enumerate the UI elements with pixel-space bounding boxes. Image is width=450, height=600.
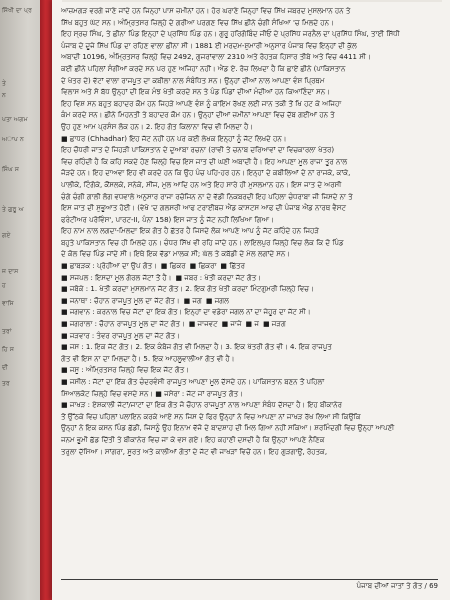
- text-line: ਵਿਲਾਸ ਅਤੇ ਸੋ ਬੱਧ ਉਨ੍ਹਾਂ ਦੀ ਇਕ ਮੰਝ ਖੇਤੀ ਕਰਦੇ ਸਨ ਤੇ ਪੰਡ ਪਿੰਡਾਂ ਦੀਆਂ ਮੰਦੀਆਂ ਹਨ ਕਿਆਣਿੰਦਾ ਸਨ।: [61, 88, 330, 97]
- gotra-entry: ■ ਜਗਰਾਲਾ : ਚੌਹਾਨ ਰਾਜਪੂਤ ਮੂਲ ਦਾ ਜੱਟ ਗੋਤ।: [61, 320, 185, 329]
- text-line: ■ ਜਸੀਲ : ਜੱਟਾਂ ਦਾ ਇੱਕ ਗੋਤ ਚੰਦਰਵੰਸੀ ਰਾਜਪੂਤ ਆਪਣਾ ਮੂਲ ਦੱਸਦੇ ਹਨ। ਪਾਕਿਸਤਾਨ ਬਣਨ ਤੋਂ ਪਹਿਲਾਂ: [61, 378, 325, 386]
- previous-page-fragment: ਤੇ ਗੁਰੂ ਅ: [2, 206, 24, 213]
- gotra-entry: ■ ਜ: [245, 320, 259, 329]
- gotra-entry: ■ ਛਾਬੜਕ : ਪ੍ਰੋਹੀਆ ਦਾ ਉਪ ਗੋਤ।: [61, 262, 157, 271]
- page-top-edge: [62, 0, 442, 2]
- gotra-entry: ■ ਛਿੱਤਰ: [220, 262, 245, 271]
- text-line: ਉਨ੍ਹਾਂ ਨੇ ਇਕ ਕਸਨ ਪਿੰਡ ਛੱਡੀ, ਜਿਸਨੂੰ ਉਹ ਇਨਾਮ ਵੱਜੋ ਦੇ ਬਾਦਸ਼ਾਹ ਦੀ ਮਿਲ ਗਿਆ ਨਹੀਂ ਸਕਿਆ। ਸ਼ਰਮਿੰਦਗੀ ਵਿਚ ਉਨ੍ਹਾਂ ਆਪਣੀ: [61, 424, 395, 433]
- gotra-row: [61, 296, 435, 308]
- text-line: ਕਈ ਛੀਨੇ ਪਹਿਲਾਂ ਸੰਗੀਆਂ ਕਰਦੇ ਸਨ ਪਰ ਹੁਣ ਅਜਿਹਾ ਨਹੀਂ। ਐਂਡ ਏ. ਰੋਜ਼ ਲਿਖਦਾ ਹੈ ਕਿ ਛਾਏਂ ਛੀਨੇ (ਪਾਕਿਸਤਾਨ: [61, 64, 346, 73]
- gotra-row: [61, 284, 435, 296]
- text-line: ਤੋਂ ਉੱਠਕੇ ਵਿਚ ਪਹਿਲਾਂ ਪਲਾਇਨ ਕਰਕੇ ਆਏ ਸਨ ਜਿਸ ਦੇ ਫਿਰ ਉਨ੍ਹਾਂ ਨੇ ਵਿਚ ਆਪਣਾ ਨਾਂ ਜਾਖੜ ਰੱਖ ਲਿਆ ਸੀ ਕਿਉਂਕਿ: [61, 412, 361, 421]
- previous-page-fragment: ਜ ਦਾਸ: [2, 268, 19, 275]
- gotra-entry: ■ ਜੜਗ: [262, 320, 286, 329]
- gotra-row: [61, 273, 435, 285]
- text-line: ਆਜ਼ਮਗੜ ਵਰਗੇ ਜਾਣੇ ਜਾਂਦੇ ਹਨ ਜਿਨ੍ਹਾਂ ਪਾਸ ਜ਼ਮੀਨਾਂ ਹਨ। ਹੋਰ ਘਰਾਣੇ ਜਿਨ੍ਹਾਂ ਵਿਚ ਸਿੱਖ ਜਬਰਦ ਮੁਸਲਮਾਨ ਹਨ ਤੇ: [61, 7, 351, 15]
- text-line: ਉਹ ਹੁਣ ਆਮ ਪ੍ਰਸੰਸ ਲੋਕ ਹਨ। 2. ਇਹ ਗੋਤ ਕਿਲਾਨਾ ਵਿਚ ਵੀ ਮਿਲਦਾ ਹੈ।: [61, 122, 254, 131]
- previous-page-fragment: ਤਰ: [2, 380, 10, 387]
- previous-page-fragment: ਪਤਾ ਅਗਮ: [2, 116, 28, 123]
- text-line: ਅਬਾਦੀ 10196, ਅੰਮ੍ਰਿਤਸਰ ਜ਼ਿਲ੍ਹੇ ਵਿਚ 2492, ਗੁਜਰਾਂਵਾਲਾ 2310 ਅਤੇ ਰੋਹਤਕ ਹਿਸਾਰ ਤੀਬੇ ਅਤੇ ਵਿਚ 4411 ਸੀ।: [61, 53, 371, 62]
- gotra-row: [61, 331, 435, 343]
- gotra-entry: ■ ਸਜਪਲ : ਇਸਦਾ ਮੂਲ ਗੋਰਲ ਜੱਟਾਂ ਤੋਂ ਹੈ।: [61, 273, 172, 282]
- text-line: ਪਾਲੀਕੇ, ਟਿੰਗੋਕੇ, ਕੌਂਸਲਕੇ, ਸਨੇਕੇ, ਸੀਂਜ, ਮੁਲ ਆਦਿ ਹਨ ਅਤੇ ਇਹ ਸਾਰੇ ਹੀ ਮੁਸਲਮਾਨ ਹਨ। ਇਸ ਜਾਤ ਦੇ ਅਰਸੀ: [61, 180, 342, 189]
- previous-page-fragment: ਵਾਸਿ: [2, 300, 14, 307]
- text-line: ਇਸ ਜਾਤ ਦੀ ਸੁਭੂਆਤ ਹੋਈ। (ਵੇਖੋ 'ਦ ਗਲਸਰੀ ਆਫ ਟਰਾਈਬਜ਼ ਐਂਡ ਕਾਸਟਸ ਆਫ ਦੀ ਪੰਜਾਬ ਐਂਡ ਨਾਰਥ ਵੈਸਟ: [61, 204, 346, 213]
- text-line: ਸਿੱਖ ਬਹੁਤ ਘੱਟ ਸਨ। ਅੰਮ੍ਰਿਤਸਰ ਜ਼ਿਲ੍ਹੇ ਦੇ ਗਰੀਆ ਪਰਗਣ ਵਿਚ ਸਿੱਖ ਛੀਨੇ ਚੰਗੀ ਸੰਖਿਆ 'ਚ ਮਿਲਦੇ ਹਨ।: [61, 18, 334, 27]
- text-line: ਸਿਆਲਕੋਟ ਜ਼ਿਲ੍ਹੇ ਵਿਚ ਵਸਦੇ ਸਨ। ■ ਜਸੇਰਾ : ਜੱਟ ਜਾਂ ਰਾਜਪੂਤ ਗੋਤ।: [61, 389, 243, 398]
- page-body-text: [61, 6, 435, 458]
- gotra-entry: ■ ਜੜਵਾਰ : ਤੰਵਰ ਰਾਜਪੂਤ ਮੂਲ ਦਾ ਜੱਟ ਗੋਤ।: [61, 331, 180, 340]
- text-line: ਦੇ ਖੇਤਰ ਦੇ) ਵੱਟਾਂ ਵਾਲਾ ਰਾਜਪੂਤ ਦਾ ਕਬੀਲਾ ਨਾਲ ਸੰਬੰਧਿਤ ਸਨ। ਉਨ੍ਹਾਂ ਦੀਆਂ ਨਾਲ ਆਪਣਾ ਵੰਸ਼ ਪ੍ਰਿਥਮ: [61, 76, 325, 85]
- text-line: ਪੰਜਾਬ ਦੇ ਦੂਜੇ ਸਿੱਖ ਪਿੰਡ ਦਾ ਰਹਿਣ ਵਾਲਾ ਛੀਨਾ ਸੀ। 1881 ਈ ਮਰਦਮ-ਸ਼ੁਮਾਰੀ ਅਨੁਸਾਰ ਪੰਜਾਬ ਵਿਚ ਇਨ੍ਹਾਂ ਦੀ ਕੁੱਲ: [61, 41, 357, 50]
- text-line: ■ ਜਸੂ : ਅੰਮ੍ਰਿਤਸਰ ਜ਼ਿਲ੍ਹੇ ਵਿਚ ਇਕ ਜੱਟ ਗੋਤ।: [61, 366, 189, 375]
- text-line: ਇਹ ਵਿਸ਼ ਸਨ ਬਹੁਤ ਬਹਾਦਰ ਕੌਮ ਹਨ ਜਿਹੜੇ ਆਪਣੇ ਵੰਸ਼ ਨੂੰ ਕਾਇਮ ਰੱਖਣ ਲਈ ਜਾਨ ਤਕੀ ਤੋਂ ਖਿ ਹਟ ਕੇ ਅਜਿਹਾ: [61, 99, 342, 108]
- previous-page-edge: [0, 0, 40, 600]
- gotra-entry: ■ ਜਗਲ: [205, 296, 229, 305]
- text-line: ਦੇ ਕੋਲ ਵਿਚ ਪਿੰਡ ਜਾਂਦੇ ਸੀ। ਇਥੇ ਇਕ ਵੱਡਾ ਮਾਲਕ ਸੀ; ਘੱਲ ਤੇ ਕਬੱਡੀ ਦੇ ਮੇਲ ਲਗਾਂਦੇ ਸਨ।: [61, 250, 291, 259]
- previous-page-fragment: ਗਏ: [2, 232, 11, 239]
- text-line: ਫਰੰਟੀਅਰ ਪਰੋਵਿੰਸ', ਪਾਰਟ-II, ਪੰਨਾ 158) ਇਸ ਜਾਤ ਨੂੰ ਜੱਟ ਨਹੀਂ ਲਿਖਿਆ ਗਿਆ।: [61, 215, 274, 224]
- book-page: [52, 0, 450, 600]
- previous-page-fragment: ਅਾਪ ਨ: [2, 136, 25, 143]
- text-line: ਇਹ ਚੌਧਰੀ ਜਾਤ ਦੇ ਜਿਹੜੀ ਪਾਕਿਸਤਾਨ ਦੇ ਦੁਆਬਾ ਰਚਨਾ (ਰਾਵੀ ਤੇ ਚਨਾਬ ਦਰਿਆਵਾਂ ਦਾ ਵਿਚਕਾਰਲਾ ਖੇਤਰ): [61, 146, 335, 155]
- gotra-entry: ■ ਜਬੋਕੇ : 1. ਖੇਤੀ ਕਰਦਾ ਮੁਸਲਮਾਨ ਜੱਟ ਗੋਤ। 2. ਇਕ ਗੋਤ ਖੇਤੀ ਕਰਦਾ ਮਿੰਟਗੁਮਰੀ ਜ਼ਿਲ੍ਹੇ ਵਿਚ।: [61, 285, 314, 294]
- footer-rule: [61, 579, 438, 580]
- previous-page-fragment: ਸਿੱਖੀ ਦਾ ਪ੍ਰ: [2, 7, 33, 14]
- gotra-entry: ■ ਛਿਕਰ: [160, 262, 186, 271]
- previous-page-fragment: ਨ: [2, 92, 6, 99]
- text-line: ਇਹ ਨਾਮ ਨਾਲ ਲਗਦਾ-ਮਿਲਦਾ ਇਕ ਗੋਤ ਹੈ ਛੱਤਰ ਹੈ ਜਿਸਦੇ ਲੋਕ ਆਪਣੇ ਆਪ ਨੂੰ ਜੱਟ ਕਹਿੰਦੇ ਹਨ ਜਿਹੜੇ: [61, 227, 319, 236]
- gotra-entry: ■ ਜਾਜਵਟ: [188, 320, 218, 329]
- text-line: ਤਰੁਲਾ ਦੱਸਿਆ। ਸਾਂਗਰਾ, ਸੂਰਤ ਅਤੇ ਕਾਲੀਆਂ ਗੋਤਾਂ ਦੇ ਜੱਟ ਵੀ ਜਾਖੜਾਂ ਵਿਚੋਂ ਹਨ। ਇਹ ਗੁੜਗਾਉਂ, ਰੋਹਤਕ,: [61, 447, 328, 456]
- text-line: ਬਹੁਤੇ ਪਾਕਿਸਤਾਨ ਵਿਚ ਹੀ ਮਿਲਦੇ ਹਨ। ਚੰਧਰ ਸਿੱਖ ਵੀ ਰਹਿ ਜਾਂਦੇ ਹਨ। ਲਾਇਲਪੁਰ ਜ਼ਿਲ੍ਹੇ ਵਿਚ ਲੋਕ ਕਿ ਦੋ ਪਿੰਡ: [61, 238, 344, 247]
- previous-page-fragment: ਹਿ ਸ: [2, 346, 15, 353]
- text-line: ਜੋੜਦੇ ਹਨ। ਇਹ ਦਾਅਵਾ ਇਹ ਵੀ ਕਰਦੇ ਹਨ ਕਿ ਉਹ ਪੰਚ ਪਹਿ-ਹਰ ਹਨ। ਇਨ੍ਹਾਂ ਦੇ ਕਬੀਲਿਆਂ ਦੇ ਨਾਂ ਰਾਜਕੇ, ਕਾਂਕੇ,: [61, 169, 351, 178]
- text-line: ਜਨਮ ਭੂਮੀ ਛੱਡ ਦਿੱਤੀ ਤੇ ਬੀਕਾਨੇਰ ਵਿਚ ਜਾ ਕੇ ਵਸ ਗਏ। ਇਹ ਕਹਾਣੀ ਦਸਦੀ ਹੈ ਕਿ ਉਨ੍ਹਾਂ ਆਪਣੇ ਨੈਣਿਕ: [61, 435, 325, 444]
- gotra-entry: ■ ਜਾਜੇ: [221, 320, 242, 329]
- previous-page-fragment: ਤੇ: [2, 80, 7, 87]
- gotra-row: [61, 307, 435, 319]
- gotra-entry: ■ ਜਗਵਾਨ : ਕਰਨਾਲ ਵਿਚ ਜੱਟਾਂ ਦਾ ਇਕ ਗੋਤ। ਇਨ੍ਹਾਂ ਦਾ ਵਡੇਰਾ ਜਗਲ ਨਾਂ ਦਾ ਜੇਹੂਰ ਦਾ ਜੱਟ ਸੀ।: [61, 308, 311, 317]
- gotra-row: [61, 261, 435, 273]
- text-line: ■ ਜਸ : 1. ਇਕ ਜੱਟ ਗੋਤ। 2. ਇਕ ਕੰਬੋਜ ਗੋਤ ਵੀ ਮਿਲਦਾ ਹੈ। 3. ਇਕ ਖੱਤਰੀ ਗੋਤ ਵੀ। 4. ਇਕ ਰਾਜਪੂਤ: [61, 343, 332, 352]
- text-line: ਕੰਮ ਕਰਦੇ ਸਨ। ਛੀਨੇ ਮਿਹਨਤੀ ਤੇ ਬਹਾਦਰ ਕੌਮ ਹਨ। ਉਨ੍ਹਾਂ ਦੀਆਂ ਜ਼ਮੀਨਾਂ ਆਪਣਾ ਵਿਚ ਦੱਬ ਗਈਆਂ ਹਨ ਤੇ: [61, 111, 335, 120]
- gotra-entry: ■ ਜਨਾਥਾ : ਚੌਹਾਨ ਰਾਜਪੂਤ ਮੂਲ ਦਾ ਜੱਟ ਗੋਤ।: [61, 296, 180, 305]
- running-footer: ਪੰਜਾਬ ਦੀਆਂ ਜਾਤਾਂ ਤੇ ਗੋਤ / 69: [356, 582, 438, 590]
- text-line: ਇਹ ਸ੍ਰਚ ਸਿੰਘ, ਤੇ ਛੀਨਾ ਪਿੰਡ ਇਨ੍ਹਾਂ ਦੇ ਪ੍ਰਸਿੱਧ ਪਿੰਡ ਹਨ। ਗੁਰੂ ਹਰਿਗੋਬਿੰਦ ਜੀਓਂ ਦੇ ਪ੍ਰਸਿੱਧ ਜਰਨੈਲ ਦਾ ਪ੍ਰਸਿੱਧ ਸਿੰਘ, ਤਾਈ ਸਿੱਧੀ: [61, 30, 400, 39]
- text-line: ਚੰਗੇ ਚੰਗੀ ਗਾਲੀ ਲੋਗ ਵਧਵਾਲੇ ਅਨੁਸਾਰ ਰਾਜਾ ਰਚੋਜਿਨ ਨਾ ਦੇ ਵੱਡੀ ਨਿਕਬਰਦੀ ਇਹ ਪਹਿਲਾ ਚੰਧਰਾਬਾ ਜੀ ਜਿਸਦੇ ਨਾ ਤੇ: [61, 192, 353, 201]
- text-line: ■ ਜਾਖੜ : ਏਸ਼ਕਾਲੀ ਜੱਟਾਂ/ਜਾਟਾਂ ਦਾ ਇਕ ਗੋਤ ਜੋ ਚੌਹਾਨ ਰਾਜਪੂਤਾਂ ਨਾਲ ਆਪਣਾ ਸੰਬੰਧ ਦੱਸਦਾ ਹੈ। ਇਹ ਬੀਕਾਨੇਰ: [61, 401, 342, 410]
- previous-page-fragment: ਹ: [2, 282, 6, 289]
- gotra-row: [61, 319, 435, 331]
- previous-page-fragment: ਸਿੰਘ ਸ: [2, 166, 20, 173]
- text-line: ਗੋਤ ਵੀ ਇਸ ਨਾ ਦਾ ਮਿਲਦਾ ਹੈ। 5. ਇਕ ਆਹਲੂਵਾਲੀਆ ਗੋਤ ਵੀ ਹੈ।: [61, 354, 235, 363]
- text-line: ਵਿਚ ਰਹਿੰਦੀ ਹੈ ਕਿ ਕਹਿ ਸਕਦੇ ਹੋਣ ਜ਼ਿਲ੍ਹੇ ਵਿਚ ਇਸ ਜਾਤ ਦੀ ਘਣੀ ਅਬਾਦੀ ਹੈ। ਇਹ ਆਪਣਾ ਮੂਲ ਰਾਜਾ ਤੂਰ ਨਾਲ: [61, 157, 348, 166]
- previous-page-fragment: ਤਰਾਂ: [2, 328, 12, 335]
- text-line: ■ ਛਾਧਰ (Chhadhar) ਇਹ ਜੱਟ ਨਹੀਂ ਹਨ ਪਰ ਕਈ ਲੇਖਕ ਇਨ੍ਹਾਂ ਨੂੰ ਜੱਟ ਲਿਖਦੇ ਹਨ।: [61, 134, 287, 143]
- gotra-entry: ■ ਜਗ: [183, 296, 202, 305]
- gotra-entry: ■ ਜਬਰ : ਖੇਤੀ ਕਰਦਾ ਜੱਟ ਗੋਤ।: [175, 273, 261, 282]
- gotra-entry: ■ ਛਿਕਰਾ: [189, 262, 217, 271]
- previous-page-fragment: ਦੀ: [2, 364, 8, 371]
